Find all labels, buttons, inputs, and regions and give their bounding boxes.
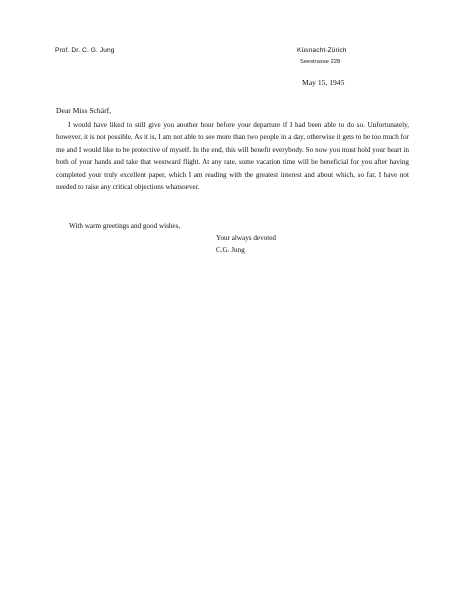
letter-date: May 15, 1945 (302, 78, 345, 87)
closing-line: With warm greetings and good wishes, (69, 221, 181, 230)
letterhead-name: Prof. Dr. C. G. Jung (55, 47, 115, 54)
salutation: Dear Miss Schärf, (56, 106, 112, 115)
letterhead-street: Seestrasse 228 (300, 59, 341, 65)
signature: C.G. Jung (216, 245, 245, 254)
letter-body: I would have liked to still give you another hour before your departure if I had been able to do so. Unfortunately, however, it is not possible. As it is, I am not able to see more than two people in a day, otherwise it gets to be too much for me and I would like to be protective of myself. In the end, this will benefit everybody. So now you must hold your heart in both of your hands and take that westward flight. At any rate, some vacation time will be beneficial for you after having completed your truly excellent paper, which I am reading with the greatest interest and about which, so far, I have not needed to raise any critical objections whatsoever. (56, 120, 409, 191)
valediction: Your always devoted (216, 233, 276, 242)
letterhead-city: Küsnacht-Zürich (297, 47, 347, 54)
